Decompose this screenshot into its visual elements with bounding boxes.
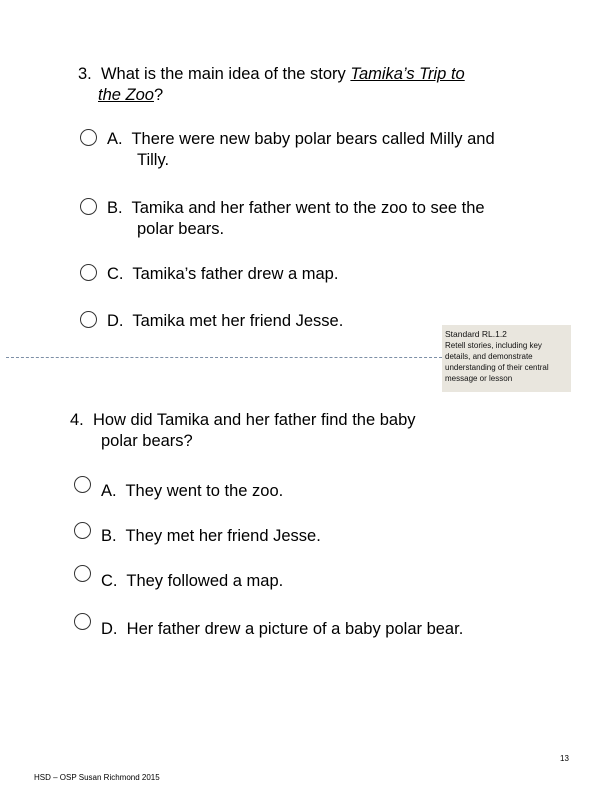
radio-4c[interactable] <box>74 565 91 582</box>
option-text: Tamika and her father went to the zoo to see the <box>131 199 485 217</box>
radio-3c[interactable] <box>80 264 97 281</box>
standard-heading: Standard RL.1.2 <box>445 329 507 339</box>
option-text: They met her friend Jesse. <box>125 527 321 545</box>
standard-line: Retell stories, including key <box>445 341 542 350</box>
option-text-continued: Tilly. <box>137 151 170 169</box>
question-3 <box>78 64 465 106</box>
radio-3a[interactable] <box>80 129 97 146</box>
option-text: They followed a map. <box>126 572 284 590</box>
option-letter: C. <box>101 572 118 590</box>
radio-3b[interactable] <box>80 198 97 215</box>
question-text: How did Tamika and her father find the baby <box>92 411 416 429</box>
option-4d[interactable] <box>101 619 463 640</box>
option-text: Tamika met her friend Jesse. <box>132 312 344 330</box>
story-title-continued: the Zoo <box>98 86 154 104</box>
option-3c[interactable] <box>107 264 338 285</box>
option-3a[interactable] <box>107 129 495 171</box>
radio-4d[interactable] <box>74 613 91 630</box>
option-text: There were new baby polar bears called Milly and <box>131 130 495 148</box>
option-letter: B. <box>107 199 123 217</box>
standard-box <box>442 325 571 392</box>
question-text: What is the main idea of the story <box>100 65 351 83</box>
option-letter: D. <box>107 312 124 330</box>
option-text-continued: polar bears. <box>137 220 225 238</box>
option-text: Tamika’s father drew a map. <box>132 265 339 283</box>
option-4b[interactable] <box>101 526 321 547</box>
story-title: Tamika’s Trip to <box>350 65 465 83</box>
radio-3d[interactable] <box>80 311 97 328</box>
option-letter: A. <box>101 482 117 500</box>
option-4a[interactable] <box>101 481 283 502</box>
standard-line: details, and demonstrate <box>445 352 533 361</box>
standard-line: understanding of their central <box>445 363 549 372</box>
option-text: Her father drew a picture of a baby polar bear. <box>126 620 464 638</box>
option-letter: C. <box>107 265 124 283</box>
option-letter: A. <box>107 130 123 148</box>
option-letter: B. <box>101 527 117 545</box>
question-mark: ? <box>153 86 164 104</box>
option-text: They went to the zoo. <box>125 482 284 500</box>
option-3d[interactable] <box>107 311 343 332</box>
question-text-continued: polar bears? <box>101 432 193 450</box>
footer-credit: HSD – OSP Susan Richmond 2015 <box>34 773 160 782</box>
section-divider <box>6 357 442 358</box>
radio-4b[interactable] <box>74 522 91 539</box>
question-4 <box>70 410 416 452</box>
radio-4a[interactable] <box>74 476 91 493</box>
option-letter: D. <box>101 620 118 638</box>
standard-line: message or lesson <box>445 374 513 383</box>
option-4c[interactable] <box>101 571 283 592</box>
page-number: 13 <box>560 754 569 763</box>
option-3b[interactable] <box>107 198 485 240</box>
question-number: 4. <box>70 411 84 429</box>
question-number: 3. <box>78 65 92 83</box>
